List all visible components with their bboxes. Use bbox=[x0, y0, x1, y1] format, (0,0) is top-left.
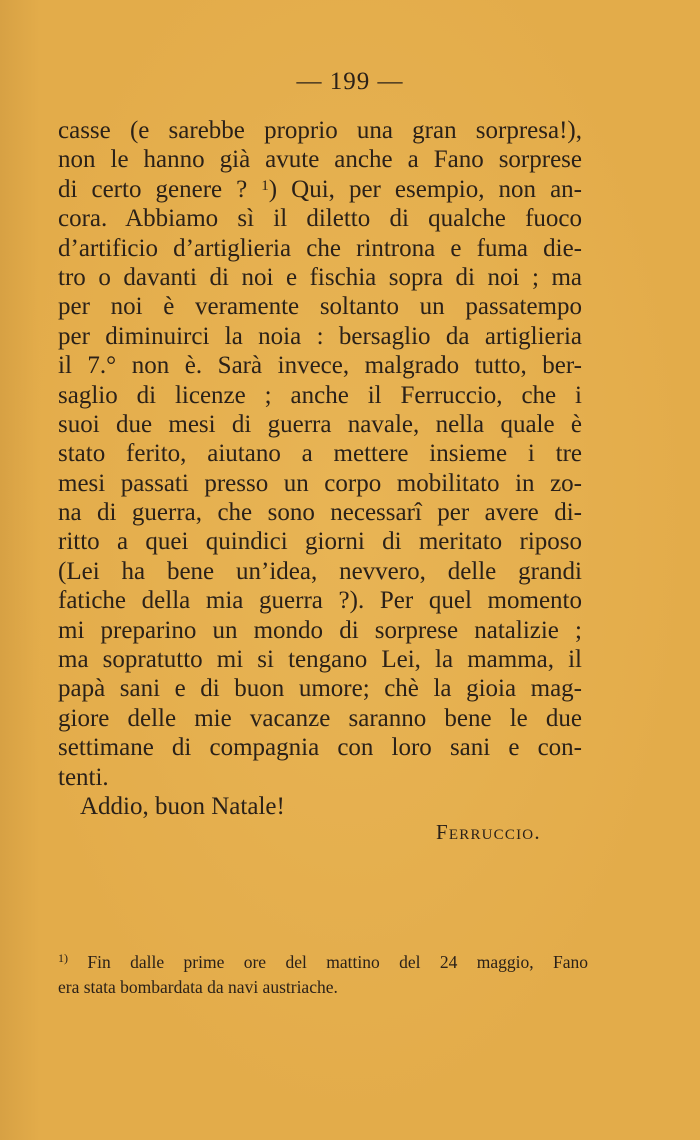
letter-body bbox=[58, 116, 582, 821]
text-line: stato ferito, aiutano a mettere insieme i tre bbox=[58, 440, 582, 468]
text-line bbox=[58, 175, 582, 204]
footnote-line bbox=[58, 950, 588, 975]
footnote-line: era stata bombardata da navi austriache. bbox=[58, 977, 338, 997]
text-line: per noi è veramente soltanto un passatempo bbox=[58, 293, 582, 321]
page-number: — 199 — bbox=[296, 68, 404, 95]
text-segment: di certo genere ? bbox=[58, 175, 248, 203]
text-line: ritto a quei quindici giorni di meritato riposo bbox=[58, 528, 582, 556]
text-segment: ) Qui, per esempio, non an- bbox=[268, 175, 582, 203]
text-line: tenti. bbox=[58, 763, 109, 791]
signature: Ferruccio. bbox=[436, 820, 541, 844]
text-line: settimane di compagnia con loro sani e con- bbox=[58, 734, 582, 762]
text-line: (Lei ha bene un’idea, nevvero, delle grandi bbox=[58, 557, 582, 585]
text-line: saglio di licenze ; anche il Ferruccio, che i bbox=[58, 381, 582, 409]
text-line: suoi due mesi di guerra navale, nella quale è bbox=[58, 410, 582, 438]
text-line: tro o davanti di noi e fischia sopra di noi ; ma bbox=[58, 263, 582, 291]
text-line: casse (e sarebbe proprio una gran sorpresa!), bbox=[58, 117, 582, 144]
text-line: non le hanno già avute anche a Fano sorprese bbox=[58, 146, 582, 174]
closing-line: Addio, buon Natale! bbox=[80, 792, 285, 820]
text-line: na di guerra, che sono necessarî per avere di- bbox=[58, 499, 582, 527]
text-line: cora. Abbiamo sì il diletto di qualche fuoco bbox=[58, 205, 582, 233]
text-line: il 7.° non è. Sarà invece, malgrado tutto, ber- bbox=[58, 352, 582, 380]
footnote-text: Fin dalle prime ore del mattino del 24 maggio, Fano bbox=[87, 952, 589, 972]
text-line: d’artificio d’artiglieria che rintrona e fuma die- bbox=[58, 234, 582, 262]
text-line: fatiche della mia guerra ?). Per quel momento bbox=[58, 587, 582, 615]
footnote-reference[interactable]: 1 bbox=[261, 177, 269, 194]
footnote bbox=[58, 950, 588, 1000]
text-line: mesi passati presso un corpo mobilitato in zo- bbox=[58, 469, 582, 497]
footnote-marker: 1) bbox=[58, 951, 68, 965]
text-line: giore delle mie vacanze saranno bene le due bbox=[58, 704, 582, 732]
text-line: mi preparino un mondo di sorprese natalizie ; bbox=[58, 616, 582, 644]
text-line: per diminuirci la noia : bersaglio da artiglieria bbox=[58, 322, 582, 350]
text-line: papà sani e di buon umore; chè la gioia mag- bbox=[58, 675, 582, 703]
text-line: ma sopratutto mi si tengano Lei, la mamma, il bbox=[58, 646, 582, 674]
